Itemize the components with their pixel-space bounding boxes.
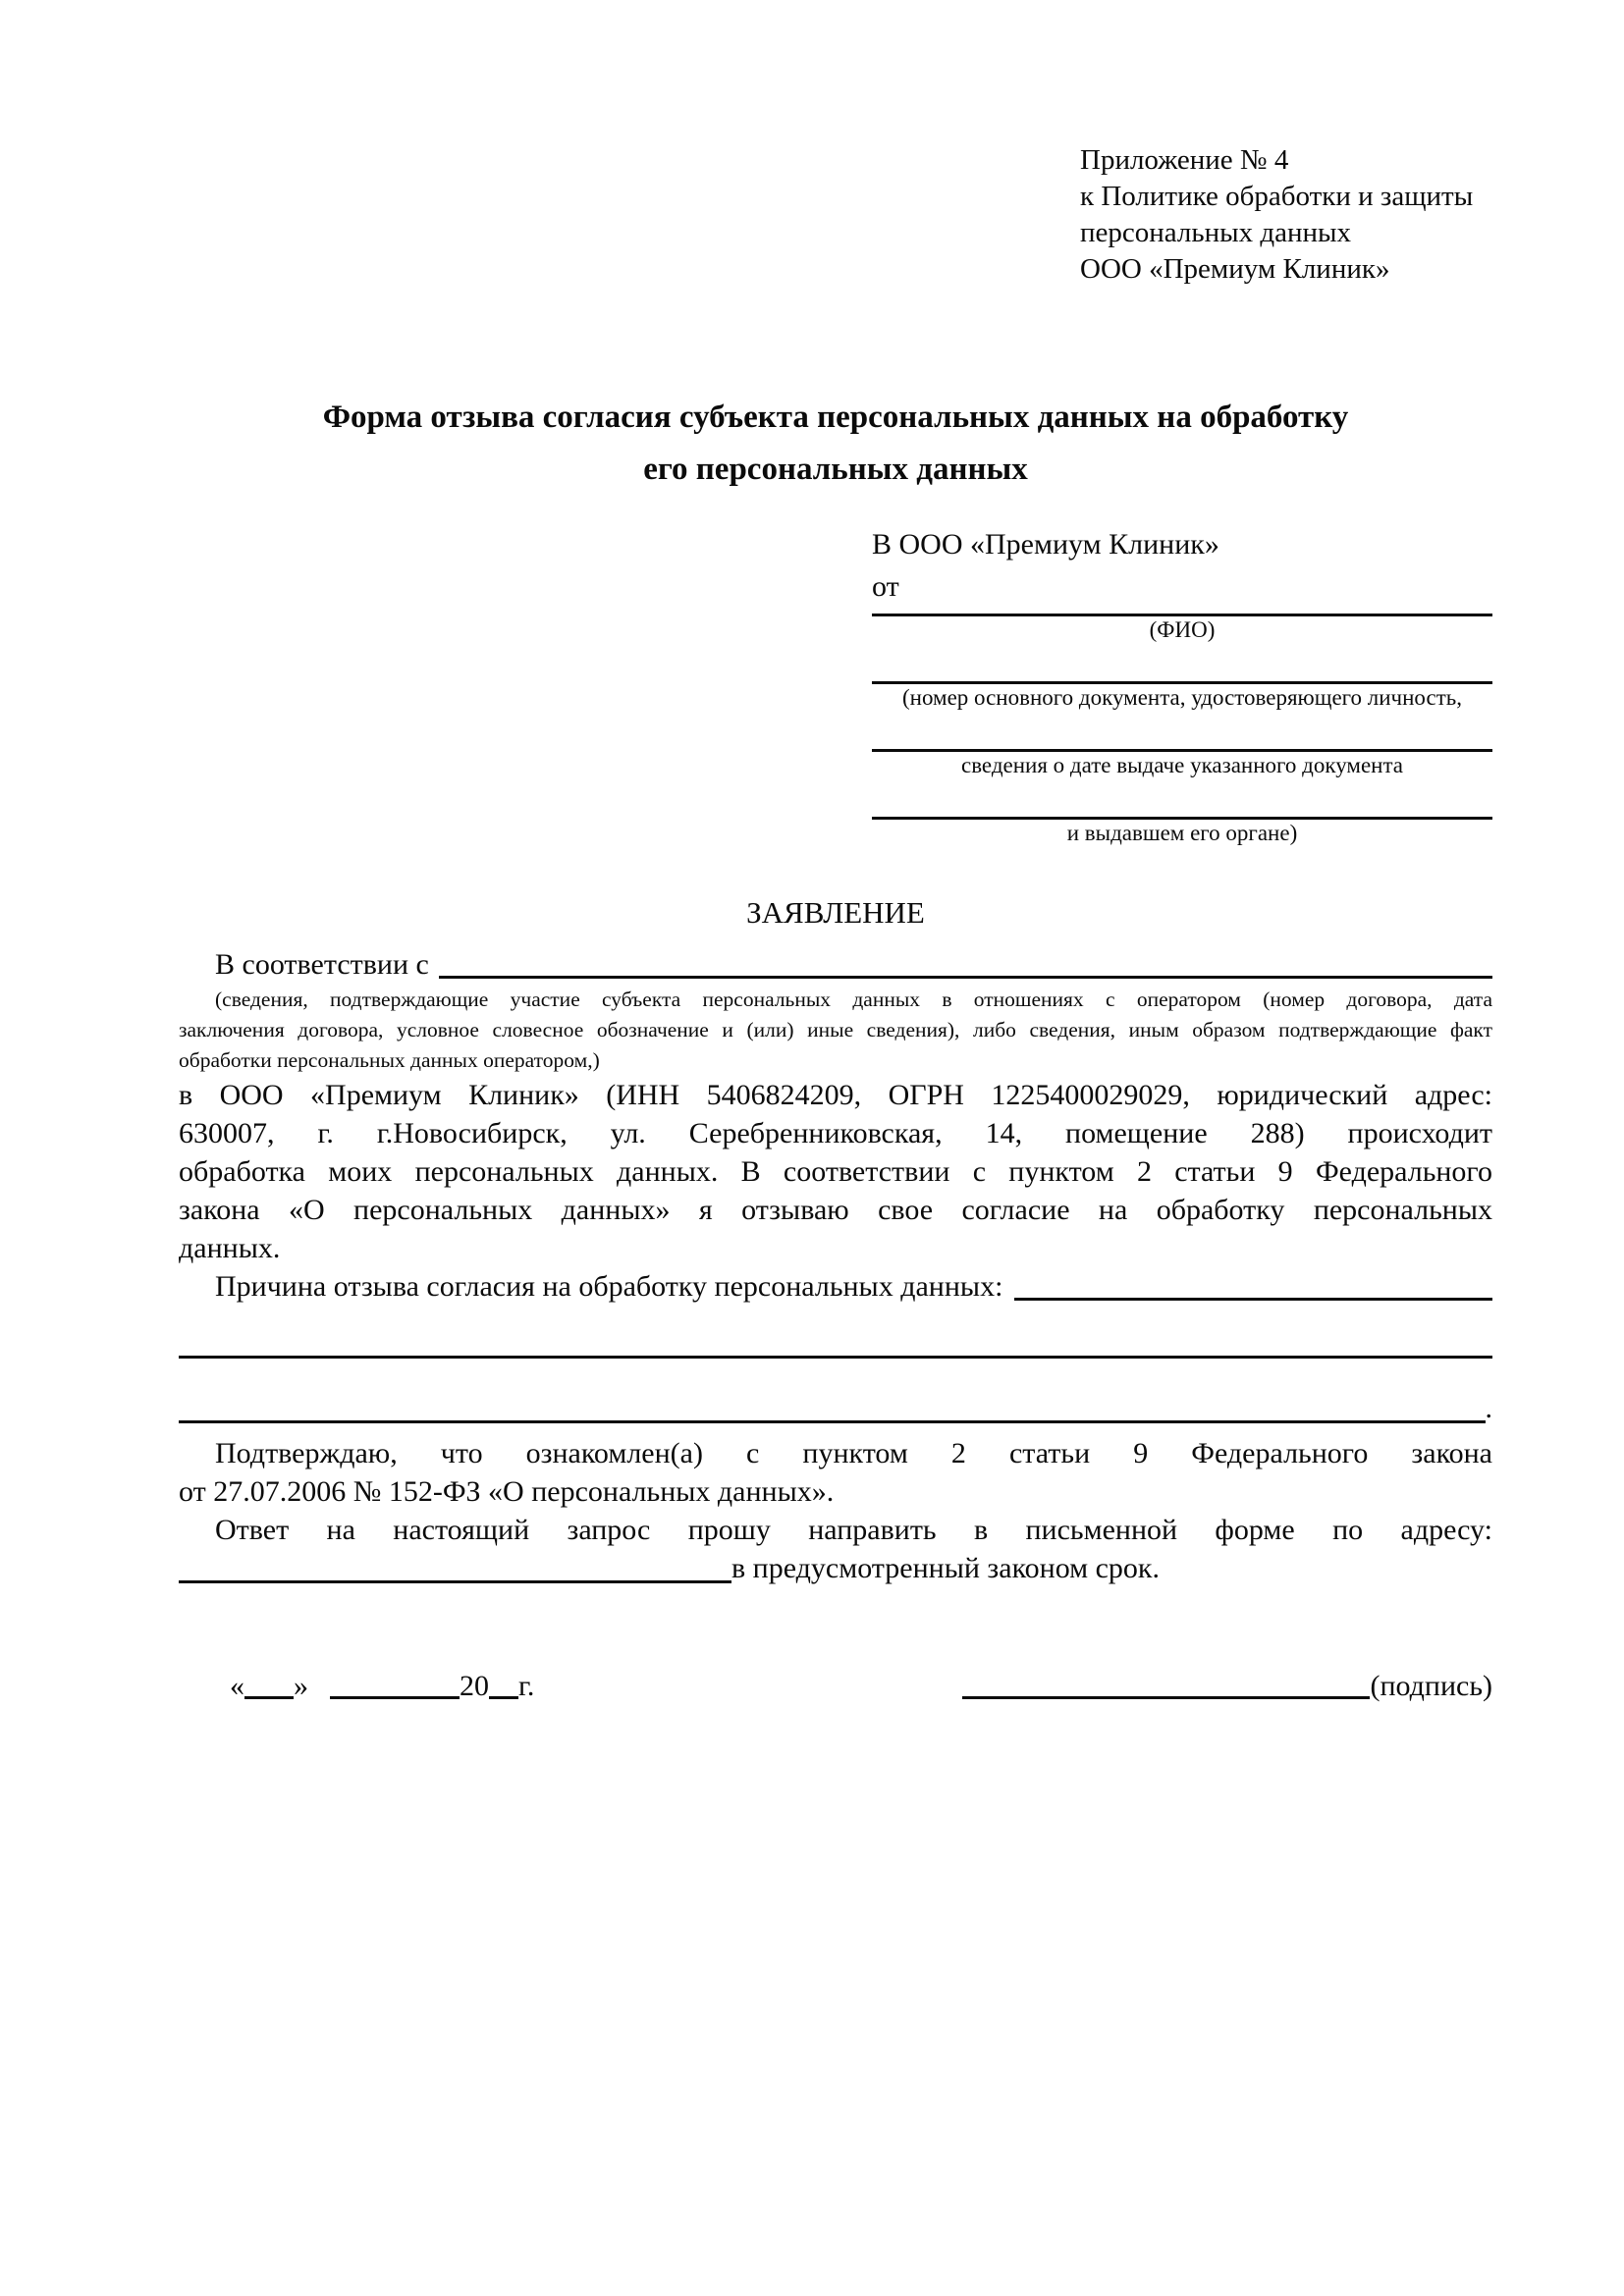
reason-row <box>179 1267 1492 1307</box>
note-line: обработки персональных данных оператором,) <box>179 1048 600 1072</box>
note-line: заключения договора, условное словесное обозначение и (или) иные сведения), либо сведения, иным образом подтверждающие факт <box>179 1018 1492 1041</box>
explanatory-note <box>179 985 1492 1076</box>
reason-label: Причина отзыва согласия на обработку персональных данных: <box>215 1270 1003 1303</box>
date-day-blank <box>244 1667 294 1699</box>
signature-caption: (подпись) <box>1370 1670 1492 1702</box>
date-close-quote: » <box>294 1670 308 1702</box>
accordance-prefix: В соответствии с <box>215 948 429 981</box>
signoff-row <box>179 1667 1492 1706</box>
issue-date-caption: сведения о дате выдаче указанного документа <box>960 753 1404 777</box>
body-line: обработка моих персональных данных. В соответствии с пунктом 2 статьи 9 Федерального <box>179 1155 1492 1188</box>
document-number-blank-line <box>872 644 1492 684</box>
accordance-blank-line <box>439 945 1492 979</box>
form-title-line: Форма отзыва согласия субъекта персональных данных на обработку <box>322 400 1349 435</box>
body-line: 630007, г. г.Новосибирск, ул. Серебренниковская, 14, помещение 288) происходит <box>179 1117 1492 1149</box>
reply-suffix: в предусмотренный законом срок. <box>731 1552 1160 1584</box>
appendix-header <box>1080 142 1492 288</box>
signature-field <box>962 1667 1492 1706</box>
body-line: в ООО «Премиум Клиник» (ИНН 5406824209, ОГРН 1225400029029, юридический адрес: <box>179 1079 1492 1111</box>
reply-request-line: Ответ на настоящий запрос прошу направить в письменной форме по адресу: <box>215 1514 1492 1546</box>
statement-heading: ЗАЯВЛЕНИЕ <box>746 895 925 930</box>
reply-address-blank-line <box>179 1549 731 1583</box>
document-number-caption: (номер основного документа, удостоверяющего личность, <box>901 685 1462 710</box>
reply-request-paragraph <box>179 1511 1492 1549</box>
body-line: данных. <box>179 1232 281 1264</box>
addressee-to: В ООО «Премиум Клиник» <box>872 528 1219 561</box>
date-year-blank <box>489 1667 518 1699</box>
date-month-blank <box>330 1667 460 1699</box>
body-line: закона «О персональных данных» я отзываю свое согласие на обработку персональных <box>179 1194 1492 1226</box>
issue-date-blank-line <box>872 712 1492 752</box>
confirmation-line: от 27.07.2006 № 152-ФЗ «О персональных данных». <box>179 1475 835 1508</box>
statement-body <box>179 1076 1492 1267</box>
appendix-line: персональных данных <box>1080 217 1352 248</box>
fio-caption: (ФИО) <box>1149 617 1216 642</box>
confirmation-line: Подтверждаю, что ознакомлен(а) с пунктом 2 статьи 9 Федерального закона <box>215 1437 1492 1469</box>
date-year-suffix: г. <box>518 1670 535 1702</box>
reason-blank-line <box>1014 1267 1492 1301</box>
reason-extra-blank-line-2-row <box>179 1391 1492 1426</box>
issuing-authority-blank-line <box>872 779 1492 820</box>
form-title <box>179 392 1492 496</box>
note-line: (сведения, подтверждающие участие субъекта персональных данных в отношениях с оператором (номер договора, дата <box>215 988 1492 1011</box>
appendix-line: Приложение № 4 <box>1080 144 1289 176</box>
appendix-line: ООО «Премиум Клиник» <box>1080 253 1390 285</box>
fio-blank-line <box>872 608 1492 616</box>
date-open-quote: « <box>230 1670 244 1702</box>
addressee-block <box>872 523 1492 847</box>
accordance-row <box>179 945 1492 985</box>
confirmation-paragraph <box>179 1434 1492 1511</box>
appendix-line: к Политике обработки и защиты <box>1080 181 1474 212</box>
addressee-from-label: от <box>872 570 899 603</box>
reason-extra-blank-line-1 <box>179 1356 1492 1359</box>
form-title-line: его персональных данных <box>643 452 1028 487</box>
signature-blank-line <box>962 1667 1370 1699</box>
issuing-authority-caption: и выдавшем его органе) <box>1066 821 1298 845</box>
date-year-prefix: 20 <box>460 1670 489 1702</box>
reason-terminator: . <box>1485 1392 1492 1424</box>
date-field <box>179 1667 534 1706</box>
reason-extra-blank-line-2 <box>179 1391 1486 1423</box>
reply-address-row <box>179 1549 1492 1588</box>
